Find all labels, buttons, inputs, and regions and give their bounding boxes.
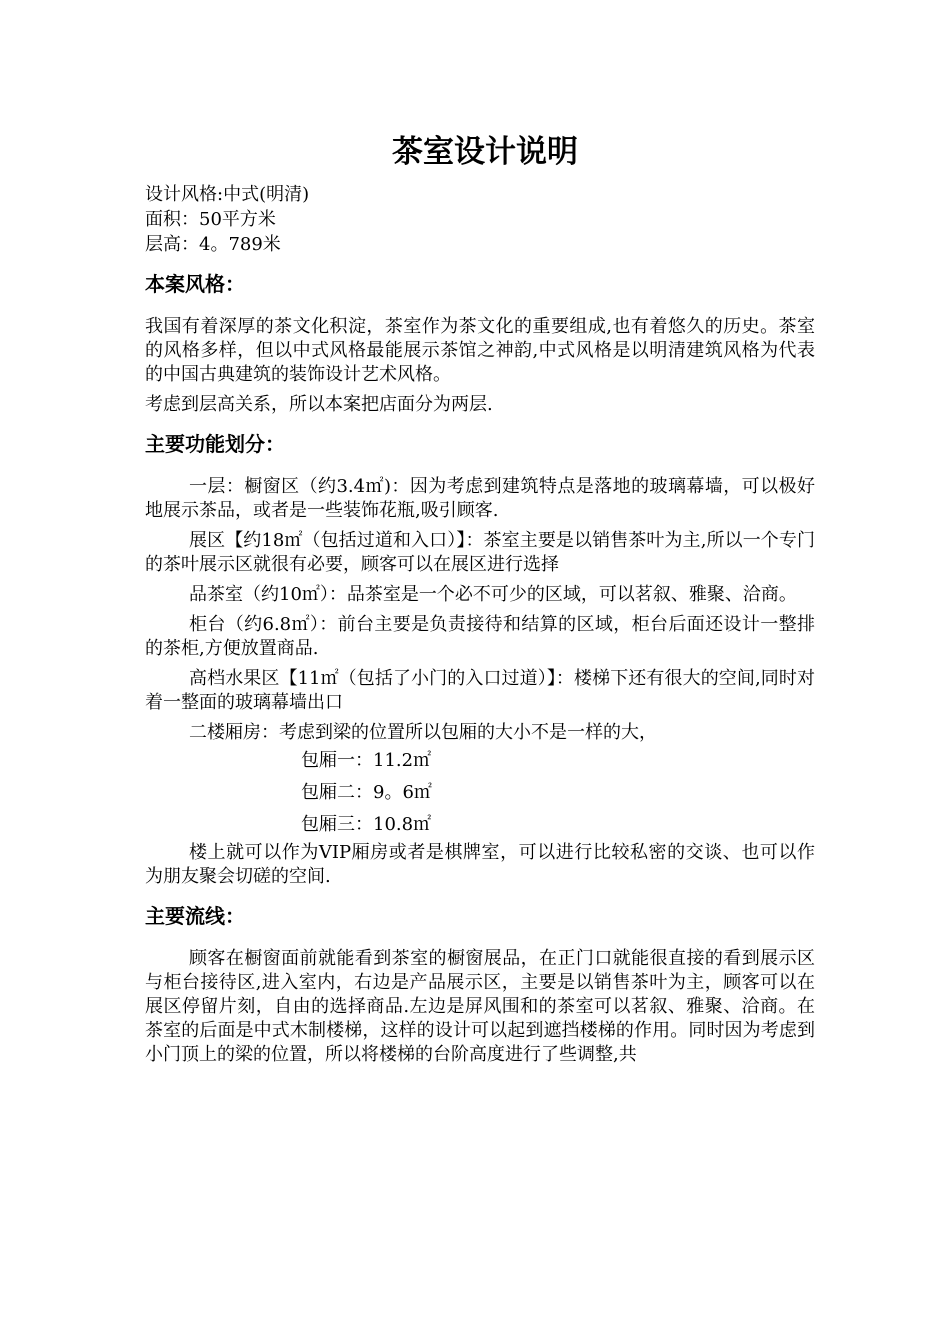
paragraph: 高档水果区【11㎡（包括了小门的入口过道）】：楼梯下还有很大的空间,同时对着一整面的玻璃幕墙出口 xyxy=(145,668,815,713)
area-line: 面积：50平方米 xyxy=(145,209,276,230)
document-page xyxy=(145,120,815,1073)
paragraph: 考虑到层高关系，所以本案把店面分为两层. xyxy=(145,394,493,415)
room-item: 包厢二：9。6㎡ xyxy=(301,782,432,803)
section-functions xyxy=(145,429,815,889)
paragraph: 楼上就可以作为VIP厢房或者是棋牌室，可以进行比较私密的交谈、也可以作为朋友聚会切磋的空间. xyxy=(145,842,815,887)
room-item: 包厢三：10.8㎡ xyxy=(301,814,432,835)
section-style xyxy=(145,269,815,417)
paragraph: 我国有着深厚的茶文化积淀，茶室作为茶文化的重要组成,也有着悠久的历史。茶室的风格多样，但以中式风格最能展示茶馆之神韵,中式风格是以明清建筑风格为代表的中国古典建筑的装饰设计艺术风格。 xyxy=(145,316,815,385)
section-heading: 主要流线： xyxy=(145,904,245,928)
paragraph: 顾客在橱窗面前就能看到茶室的橱窗展品，在正门口就能很直接的看到展示区与柜台接待区,进入室内，右边是产品展示区，主要是以销售茶叶为主，顾客可以在展区停留片刻，自由的选择商品.左边是屏风围和的茶室可以茗叙、雅聚、洽商。在茶室的后面是中式木制楼梯，这样的设计可以起到遮挡楼梯的作用。同时因为考虑到小门顶上的梁的位置，所以将楼梯的台阶高度进行了些调整,共 xyxy=(145,948,815,1065)
room-item: 包厢一：11.2㎡ xyxy=(301,750,432,771)
design-style-line: 设计风格:中式(明清) xyxy=(145,184,310,205)
project-meta xyxy=(145,182,815,257)
room-list xyxy=(145,745,815,841)
floor-height-line: 层高：4。789米 xyxy=(145,234,281,255)
paragraph: 一层：橱窗区（约3.4㎡)：因为考虑到建筑特点是落地的玻璃幕墙，可以极好地展示茶品，或者是一些装饰花瓶,吸引顾客. xyxy=(145,476,815,521)
paragraph: 柜台（约6.8㎡）：前台主要是负责接待和结算的区域，柜台后面还设计一整排的茶柜,方便放置商品. xyxy=(145,614,815,659)
document-title: 茶室设计说明 xyxy=(392,134,578,170)
section-circulation xyxy=(145,901,815,1067)
paragraph: 展区【约18㎡（包括过道和入口）】：茶室主要是以销售茶叶为主,所以一个专门的茶叶展示区就很有必要，顾客可以在展区进行选择 xyxy=(145,530,815,575)
section-heading: 本案风格： xyxy=(145,272,245,296)
paragraph: 二楼厢房：考虑到梁的位置所以包厢的大小不是一样的大， xyxy=(189,722,657,743)
paragraph: 品茶室（约10㎡）：品茶室是一个必不可少的区域，可以茗叙、雅聚、洽商。 xyxy=(189,584,797,605)
section-heading: 主要功能划分： xyxy=(145,432,285,456)
